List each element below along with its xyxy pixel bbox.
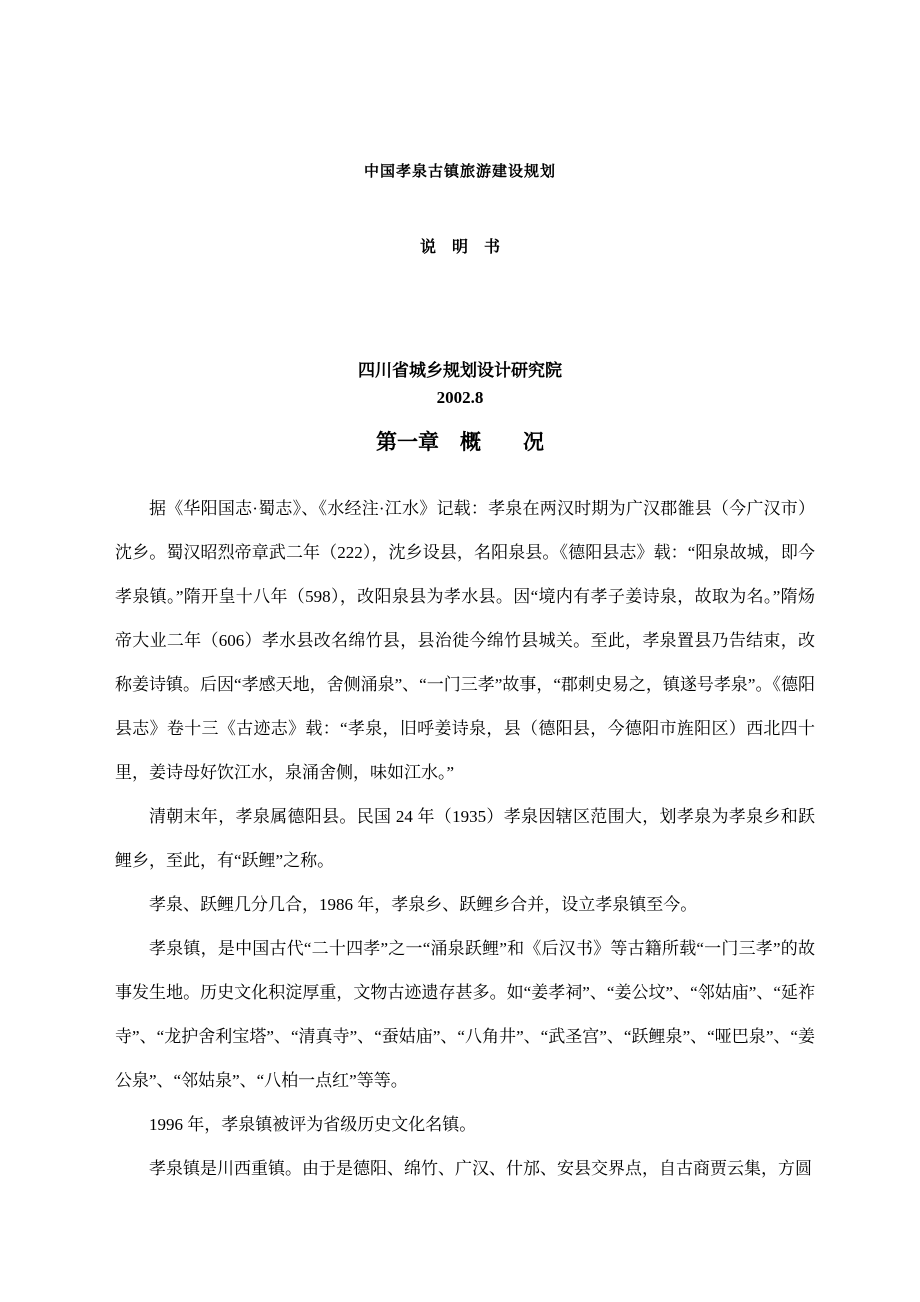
document-subtitle: 说 明 书 (419, 239, 500, 256)
paragraph-cultural-relics: 孝泉镇，是中国古代“二十四孝”之一“涌泉跃鲤”和《后汉书》等古籍所载“一门三孝”的故事发生地。历史文化积淀厚重，文物古迹遗存甚多。如“姜孝祠”、“姜公坟”、“邻姑庙”、“延祚寺”、“龙护舍利宝塔”、“清真寺”、“蚕姑庙”、“八角井”、“武圣宫”、“跃鲤泉”、“哑巴泉”、“姜公泉”、“邻姑泉”、“八柏一点红”等等。 (115, 939, 815, 1090)
paragraph-history-origin: 据《华阳国志·蜀志》、《水经注·江水》记载：孝泉在两汉时期为广汉郡雒县（今广汉市）沈乡。蜀汉昭烈帝章武二年（222），沈乡设县，名阳泉县。《德阳县志》载：“阳泉故城，即今孝泉镇。”隋开皇十八年（598），改阳泉县为孝水县。因“境内有孝子姜诗泉，故取为名。”隋炀帝大业二年（606）孝水县改名绵竹县，县治徙今绵竹县城关。至此，孝泉置县乃告结束，改称姜诗镇。后因“孝感天地，舍侧涌泉”、“一门三孝”故事，“郡刺史易之，镇遂号孝泉”。《德阳县志》卷十三《古迹志》载：“孝泉，旧呼姜诗泉，县（德阳县，今德阳市旌阳区）西北四十里，姜诗母好饮江水，泉涌舍侧，味如江水。” (115, 499, 815, 782)
paragraph-regional-hub: 孝泉镇是川西重镇。由于是德阳、绵竹、广汉、什邡、安县交界点，自古商贾云集，方圆 (149, 1159, 812, 1178)
publisher-name: 四川省城乡规划设计研究院 (358, 361, 562, 380)
paragraph-1996-title: 1996 年，孝泉镇被评为省级历史文化名镇。 (149, 1115, 477, 1134)
paragraph-merge-1986: 孝泉、跃鲤几分几合，1986 年，孝泉乡、跃鲤乡合并，设立孝泉镇至今。 (149, 895, 698, 914)
document-body (115, 487, 815, 1191)
chapter-heading: 第一章 概 况 (376, 431, 544, 454)
paragraph-qing-era: 清朝末年，孝泉属德阳县。民国 24 年（1935）孝泉因辖区范围大，划孝泉为孝泉乡和跃鲤乡，至此，有“跃鲤”之称。 (115, 807, 815, 870)
document-title: 中国孝泉古镇旅游建设规划 (363, 164, 556, 180)
publish-date: 2002.8 (436, 388, 484, 407)
